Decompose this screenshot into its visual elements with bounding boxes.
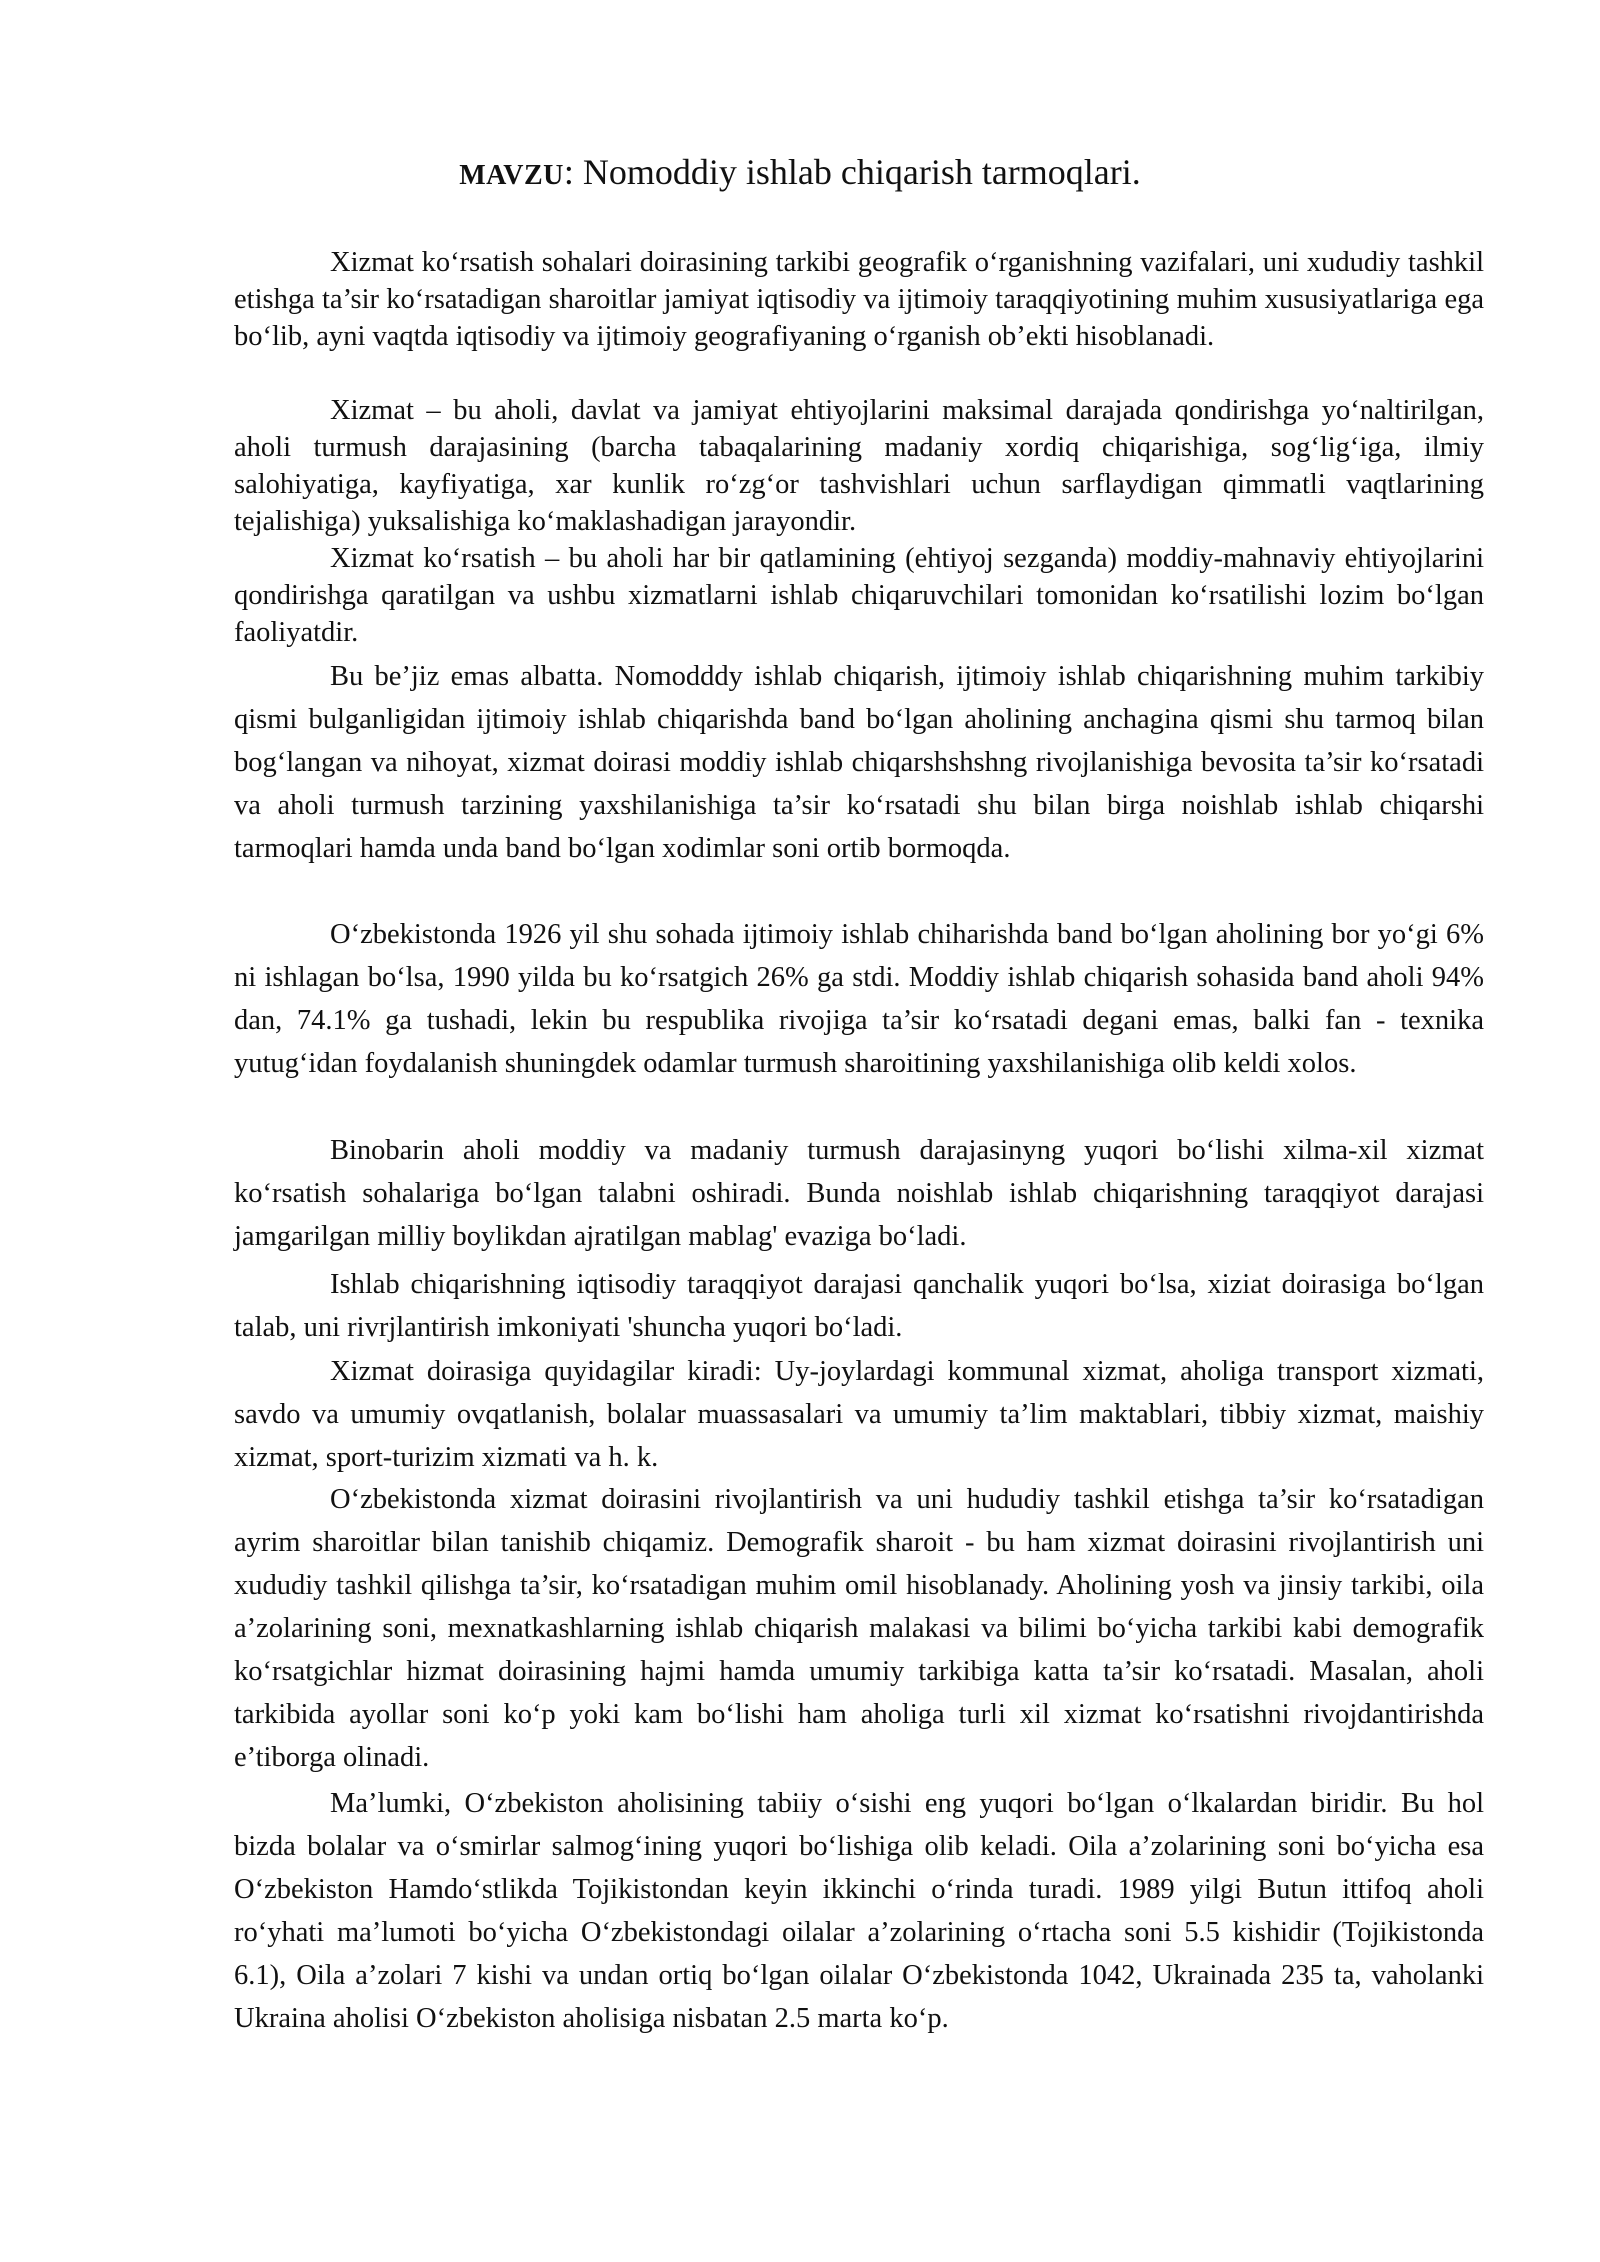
title-separator: : [563,152,583,192]
paragraph: Xizmat – bu aholi, davlat va jamiyat ehtiyojlarini maksimal darajada qondirishga yo‘naltirilgan, aholi turmush darajasining (barcha tabaqalarining madaniy xordiq chiqarishiga, sog‘lig‘iga, ilmiy salohiyatiga, kayfiyatiga, xar kunlik ro‘zg‘or tashvishlari uchun sarflaydigan qimmatli vaqtlarining tejalishiga) yuksalishiga ko‘maklashadigan jarayondir. [234,395,1484,537]
paragraph: Xizmat ko‘rsatish – bu aholi har bir qatlamining (ehtiyoj sezganda) moddiy-mahnaviy ehtiyojlarini qondirishga qaratilgan va ushbu xizmatlarni ishlab chiqaruvchilari tomonidan ko‘rsatilishi lozim bo‘lgan faoliyatdir. [234,543,1484,648]
paragraph: Bu be’jiz emas albatta. Nomodddy ishlab chiqarish, ijtimoiy ishlab chiqarishning muhim tarkibiy qismi bulganligidan ijtimoiy ishlab chiqarishda band bo‘lgan aholining anchagina qismi shu tarmoq bilan bog‘langan va nihoyat, xizmat doirasi moddiy ishlab chiqarshshshng rivojlanishiga bevosita ta’sir ko‘rsatadi va aholi turmush tarzining yaxshilanishiga ta’sir ko‘rsatadi shu bilan birga noishlab ishlab chiqarshi tarmoqlari hamda unda band bo‘lgan xodimlar soni ortib bormoqda. [234,661,1484,864]
paragraph: Xizmat ko‘rsatish sohalari doirasining tarkibi geografik o‘rganishning vazifalari, uni xududiy tashkil etishga ta’sir ko‘rsatadigan sharoitlar jamiyat iqtisodiy va ijtimoiy taraqqiyotining muhim xususiyatlariga ega bo‘lib, ayni vaqtda iqtisodiy va ijtimoiy geografiyaning o‘rganish ob’ekti hisoblanadi. [234,247,1484,352]
paragraph: O‘zbekistonda 1926 yil shu sohada ijtimoiy ishlab chiharishda band bo‘lgan aholining bor yo‘gi 6% ni ishlagan bo‘lsa, 1990 yilda bu ko‘rsatgich 26% ga stdi. Moddiy ishlab chiqarish sohasida band aholi 94% dan, 74.1% ga tushadi, lekin bu respublika rivojiga ta’sir ko‘rsatadi degani emas, balki fan - texnika yutug‘idan foydalanish shuningdek odamlar turmush sharoitining yaxshilanishiga olib keldi xolos. [234,919,1484,1079]
paragraph: O‘zbekistonda xizmat doirasini rivojlantirish va uni hududiy tashkil etishga ta’sir ko‘rsatadigan ayrim sharoitlar bilan tanishib chiqamiz. Demografik sharoit - bu ham xizmat doirasini rivojlantirish uni xududiy tashkil qilishga ta’sir, ko‘rsatadigan muhim omil hisoblanady. Aholining yosh va jinsiy tarkibi, oila a’zolarining soni, mexnatkashlarning ishlab chiqarish malakasi va bilimi bo‘yicha tarkibi kabi demografik ko‘rsatgichlar hizmat doirasining hajmi hamda umumiy tarkibiga katta ta’sir ko‘rsatadi. Masalan, aholi tarkibida ayollar soni ko‘p yoki kam bo‘lishi ham aholiga turli xil xizmat ko‘rsatishni rivojdantirishda e’tiborga olinadi. [234,1484,1484,1773]
title-text: Nomoddiy ishlab chiqarish tarmoqlari. [582,152,1141,192]
paragraph: Binobarin aholi moddiy va madaniy turmush darajasinyng yuqori bo‘lishi xilma-xil xizmat ko‘rsatish sohalariga bo‘lgan talabni oshiradi. Bunda noishlab ishlab chiqarishning taraqqiyot darajasi jamgarilgan milliy boylikdan ajratilgan mablag' evaziga bo‘ladi. [234,1135,1484,1252]
paragraph: Xizmat doirasiga quyidagilar kiradi: Uy-joylardagi kommunal xizmat, aholiga transport xizmati, savdo va umumiy ovqatlanish, bolalar muassasalari va umumiy ta’lim maktablari, tibbiy xizmat, maishiy xizmat, sport-turizim xizmati va h. k. [234,1356,1484,1473]
page-title [0,150,1600,198]
paragraph: Ma’lumki, O‘zbekiston aholisining tabiiy o‘sishi eng yuqori bo‘lgan o‘lkalardan biridir. Bu hol bizda bolalar va o‘smirlar salmog‘ining yuqori bo‘lishiga olib keladi. Oila a’zolarining soni bo‘yicha esa O‘zbekiston Hamdo‘stlikda Tojikistondan keyin ikkinchi o‘rinda turadi. 1989 yilgi Butun ittifoq aholi ro‘yhati ma’lumoti bo‘yicha O‘zbekistondagi oilalar a’zolarining o‘rtacha soni 5.5 kishidir (Tojikistonda 6.1), Oila a’zolari 7 kishi va undan ortiq bo‘lgan oilalar O‘zbekistonda 1042, Ukrainada 235 ta, vaholanki Ukraina aholisi O‘zbekiston aholisiga nisbatan 2.5 marta ko‘p. [234,1788,1484,2034]
paragraph: Ishlab chiqarishning iqtisodiy taraqqiyot darajasi qanchalik yuqori bo‘lsa, xiziat doirasiga bo‘lgan talab, uni rivrjlantirish imkoniyati 'shuncha yuqori bo‘ladi. [234,1269,1484,1343]
title-label: MAVZU [459,160,564,191]
